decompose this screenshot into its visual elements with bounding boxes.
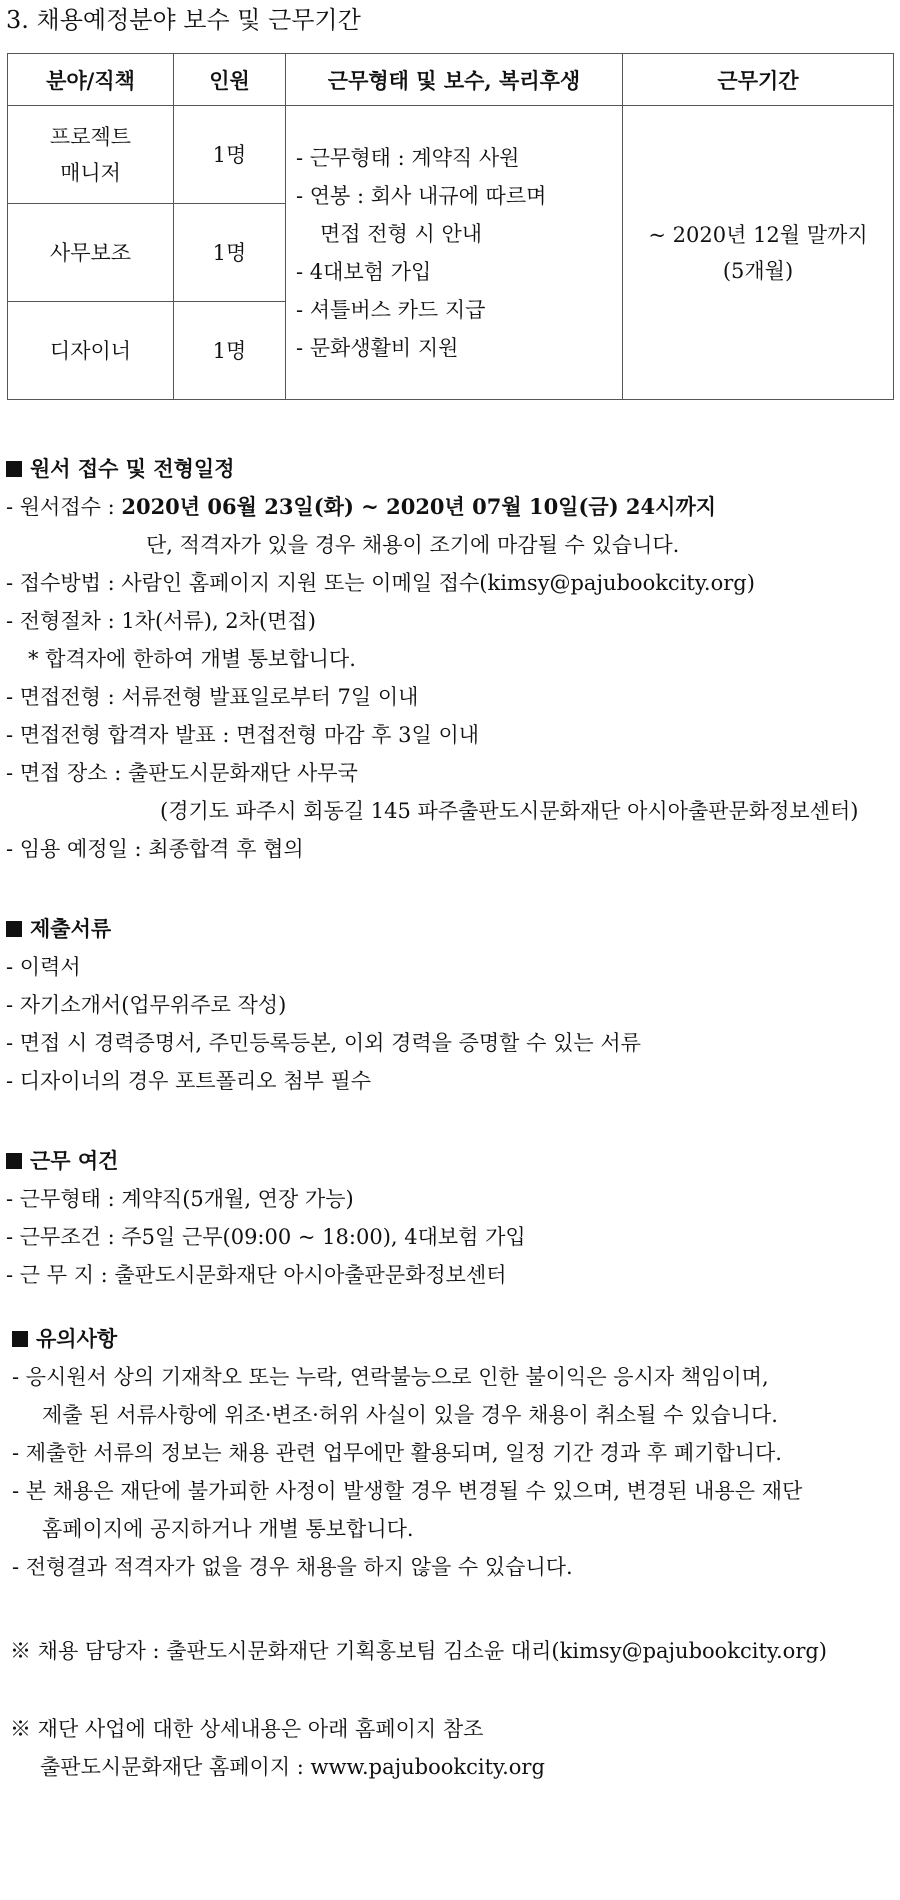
start-date-line: - 임용 예정일 : 최종합격 후 협의 [6,837,304,861]
note-line: 제출 된 서류사항에 위조·변조·허위 사실이 있을 경우 채용이 취소될 수 있습니다. [42,1403,778,1427]
conditions-cell [286,106,623,400]
process-note: * 합격자에 한하여 개별 통보합니다. [28,647,356,671]
condition-line: 면접 전형 시 안내 [320,221,483,246]
role-project-manager-line2: 매니저 [60,160,121,185]
apply-method: - 접수방법 : 사람인 홈페이지 지원 또는 이메일 접수(kimsy@pajubookcity.org) [6,571,755,595]
work-condition-item: - 근무형태 : 계약직(5개월, 연장 가능) [6,1187,354,1211]
note-line: - 응시원서 상의 기재착오 또는 누락, 연락불능으로 인한 불이익은 응시자 책임이며, [12,1365,769,1389]
section-title: 3. 채용예정분야 보수 및 근무기간 [6,6,361,34]
note-line: - 전형결과 적격자가 없을 경우 채용을 하지 않을 수 있습니다. [12,1555,573,1579]
interview-address: (경기도 파주시 회동길 145 파주출판도시문화재단 아시아출판문화정보센터) [160,799,859,823]
role-cell: 디자이너 [8,302,174,400]
condition-line: - 근무형태 : 계약직 사원 [296,145,520,170]
interview-place-line: - 면접 장소 : 출판도시문화재단 사무국 [6,761,358,785]
interview-line: - 면접전형 : 서류전형 발표일로부터 7일 이내 [6,685,419,709]
note-line: - 제출한 서류의 정보는 채용 관련 업무에만 활용되며, 일정 기간 경과 후 폐기합니다. [12,1441,782,1465]
table-header-row [8,54,894,106]
document-item: - 면접 시 경력증명서, 주민등록등본, 이외 경력을 증명할 수 있는 서류 [6,1031,641,1055]
square-bullet-icon [6,921,22,937]
notes-section [12,1320,802,1586]
schedule-section [6,450,858,868]
process-line: - 전형절차 : 1차(서류), 2차(면접) [6,609,316,633]
header-conditions: 근무형태 및 보수, 복리후생 [286,54,623,106]
document-item: - 이력서 [6,955,81,979]
condition-line: - 4대보험 가입 [296,259,432,284]
condition-line: - 셔틀버스 카드 지급 [296,297,486,322]
period-line2: (5개월) [722,258,794,283]
work-condition-item: - 근무조건 : 주5일 근무(09:00 ~ 18:00), 4대보험 가입 [6,1225,526,1249]
role-cell: 사무보조 [8,204,174,302]
role-cell [8,106,174,204]
count-cell: 1명 [174,204,286,302]
notes-heading: 유의사항 [12,1320,802,1358]
square-bullet-icon [12,1331,28,1347]
document-item: - 디자이너의 경우 포트폴리오 첨부 필수 [6,1069,372,1093]
count-cell: 1명 [174,302,286,400]
period-line1: ~ 2020년 12월 말까지 [648,222,868,247]
work-condition-item: - 근 무 지 : 출판도시문화재단 아시아출판문화정보센터 [6,1263,507,1287]
count-cell: 1명 [174,106,286,204]
note-line: - 본 채용은 재단에 불가피한 사정이 발생할 경우 변경될 수 있으며, 변경된 내용은 재단 [12,1479,803,1503]
apply-period: 2020년 06월 23일(화) ~ 2020년 07월 10일(금) 24시까지 [121,494,717,519]
work-conditions-section [6,1142,526,1294]
table-row [8,106,894,204]
note-line: 홈페이지에 공지하거나 개별 통보합니다. [42,1517,414,1541]
schedule-heading: 원서 접수 및 전형일정 [6,450,858,488]
documents-section [6,910,641,1100]
square-bullet-icon [6,461,22,477]
header-period: 근무기간 [623,54,894,106]
positions-table [7,53,894,400]
condition-line: - 문화생활비 지원 [296,335,459,360]
apply-line: - 원서접수 : 2020년 06월 23일(화) ~ 2020년 07월 10일(금) 24시까지 [6,494,717,519]
header-count: 인원 [174,54,286,106]
documents-heading: 제출서류 [6,910,641,948]
apply-note: 단, 적격자가 있을 경우 채용이 조기에 마감될 수 있습니다. [146,533,680,557]
reference-line1: ※ 재단 사업에 대한 상세내용은 아래 홈페이지 참조 [10,1717,484,1741]
role-project-manager-line1: 프로젝트 [49,124,132,149]
reference-line2: 출판도시문화재단 홈페이지 : www.pajubookcity.org [40,1755,545,1779]
header-role: 분야/직책 [8,54,174,106]
condition-line: - 연봉 : 회사 내규에 따르며 [296,183,547,208]
period-cell [623,106,894,400]
work-conditions-heading: 근무 여건 [6,1142,526,1180]
square-bullet-icon [6,1153,22,1169]
interview-result-line: - 면접전형 합격자 발표 : 면접전형 마감 후 3일 이내 [6,723,480,747]
reference-section [10,1710,545,1786]
contact-section [10,1632,827,1670]
document-item: - 자기소개서(업무위주로 작성) [6,993,287,1017]
contact-line: ※ 채용 담당자 : 출판도시문화재단 기획홍보팀 김소윤 대리(kimsy@pajubookcity.org) [10,1639,828,1663]
